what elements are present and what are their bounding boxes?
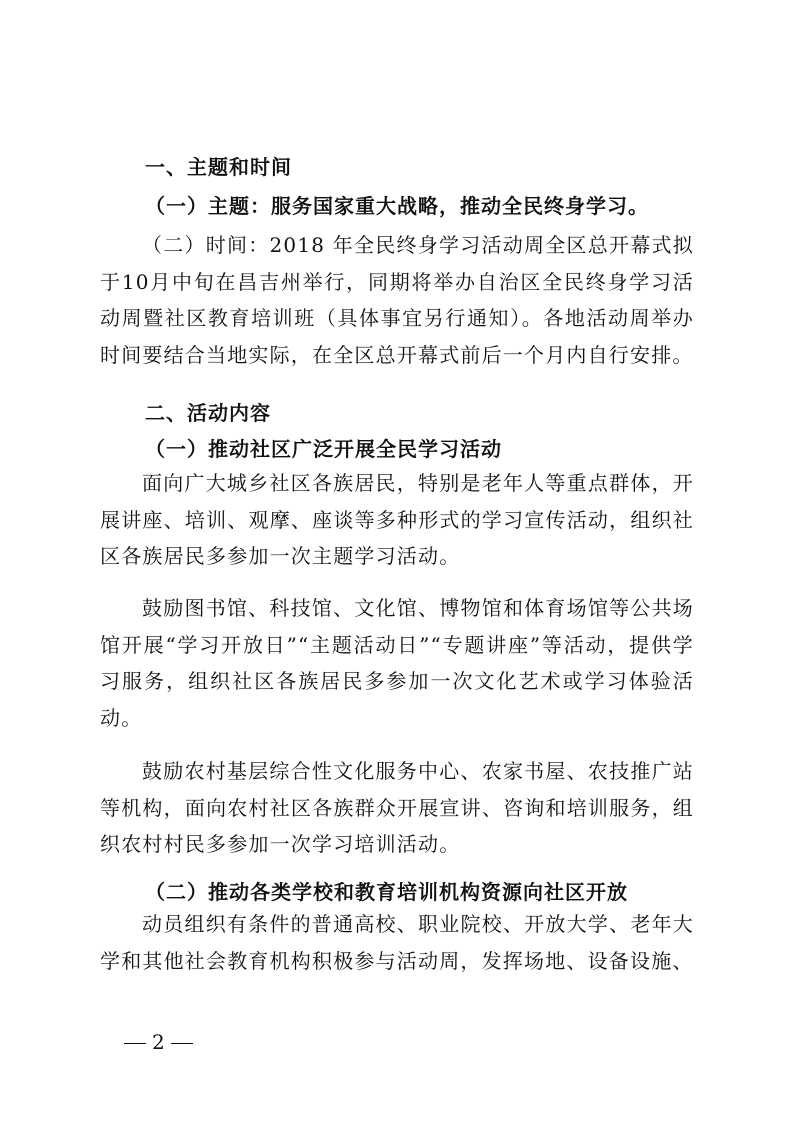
footer-dash-right	[171, 1043, 193, 1044]
section-2-heading: 二、活动内容	[145, 401, 271, 425]
section-2-paragraph-3: 鼓励农村基层综合性文化服务中心、农家书屋、农技推广站等机构，面向农村社区各族群众开展宣讲、咨询和培训服务，组织农村村民多参加一次学习培训活动。	[100, 759, 694, 856]
section-1-heading: 一、主题和时间	[145, 155, 292, 179]
section-1-theme: （一）主题：服务国家重大战略，推动全民终身学习。	[145, 194, 649, 218]
section-2-paragraph-2: 鼓励图书馆、科技馆、文化馆、博物馆和体育场馆等公共场馆开展“学习开放日”“主题活动日”“专题讲座”等活动，提供学习服务，组织社区各族居民多参加一次文化艺术或学习体验活动。	[100, 596, 694, 730]
section-2-paragraph-4: 动员组织有条件的普通高校、职业院校、开放大学、老年大学和其他社会教育机构积极参与活动周，发挥场地、设备设施、	[100, 912, 694, 973]
section-2-subheading-2: （二）推动各类学校和教育培训机构资源向社区开放	[145, 880, 628, 904]
footer-dash-left	[124, 1043, 146, 1044]
section-2-subheading-1: （一）推动社区广泛开展全民学习活动	[145, 437, 502, 461]
section-1-time-paragraph: （二）时间：2018 年全民终身学习活动周全区总开幕式拟于10月中旬在昌吉州举行，同期将举办自治区全民终身学习活动周暨社区教育培训班（具体事宜另行通知）。各地活动周举办时间要结合当地实际，在全区总开幕式前后一个月内自行安排。	[100, 233, 694, 367]
page-number: 2	[152, 1030, 165, 1054]
page-footer	[118, 1030, 199, 1054]
section-2-paragraph-1: 面向广大城乡社区各族居民，特别是老年人等重点群体，开展讲座、培训、观摩、座谈等多种形式的学习宣传活动，组织社区各族居民多参加一次主题学习活动。	[100, 471, 694, 568]
